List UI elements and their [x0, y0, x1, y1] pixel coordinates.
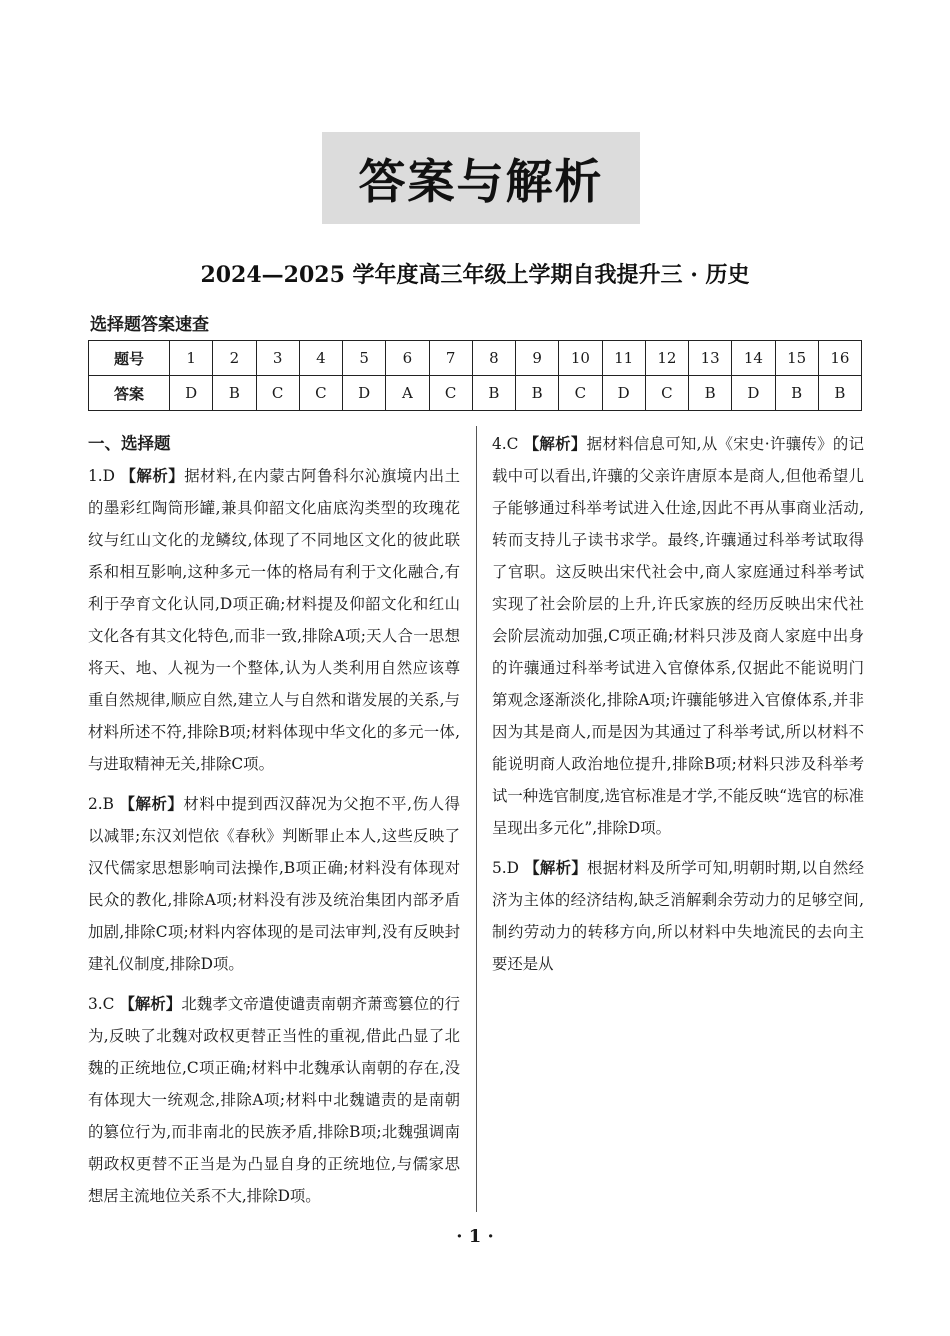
- explanation-item: [88, 788, 460, 980]
- question-number-cell: 5: [343, 341, 386, 376]
- question-number-cell: 7: [429, 341, 472, 376]
- explanation-item: [492, 428, 864, 844]
- document-subtitle: 2024—2025 学年度高三年级上学期自我提升三 · 历史: [200, 262, 750, 288]
- answer-row: [89, 376, 862, 411]
- item-number: 3.C: [88, 995, 115, 1013]
- answer-cell: C: [559, 376, 602, 411]
- analysis-tag: 【解析】: [524, 859, 588, 877]
- answer-cell: B: [775, 376, 818, 411]
- analysis-tag: 【解析】: [119, 795, 184, 813]
- answer-cell: C: [429, 376, 472, 411]
- question-number-cell: 16: [818, 341, 861, 376]
- question-number-cell: 13: [689, 341, 732, 376]
- answer-cell: D: [170, 376, 213, 411]
- question-number-cell: 8: [472, 341, 515, 376]
- question-number-cell: 14: [732, 341, 775, 376]
- question-number-cell: 11: [602, 341, 645, 376]
- answer-cell: C: [645, 376, 688, 411]
- item-number: 2.B: [88, 795, 114, 813]
- question-number-cell: 3: [256, 341, 299, 376]
- explanation-item: [88, 988, 460, 1212]
- row-label-answer: 答案: [89, 376, 170, 411]
- item-text: 北魏孝文帝遣使谴责南朝齐萧鸾篡位的行为,反映了北魏对政权更替正当性的重视,借此凸显了北魏的正统地位,C项正确;材料中北魏承认南朝的存在,没有体现大一统观念,排除A项;材料中北魏谴责的是南朝的篡位行为,而非南北的民族矛盾,排除B项;北魏强调南朝政权更替不正当是为凸显自身的正统地位,与儒家思想居主流地位关系不大,排除D项。: [88, 995, 460, 1205]
- page-number: · 1 ·: [456, 1226, 494, 1247]
- question-number-cell: 10: [559, 341, 602, 376]
- question-number-cell: 2: [213, 341, 256, 376]
- answer-cell: A: [386, 376, 429, 411]
- right-column: [492, 428, 864, 988]
- question-number-cell: 12: [645, 341, 688, 376]
- explanation-item: [88, 460, 460, 780]
- item-number: 5.D: [492, 859, 520, 877]
- answer-cell: B: [213, 376, 256, 411]
- question-number-cell: 6: [386, 341, 429, 376]
- answer-cell: D: [343, 376, 386, 411]
- banner-title: 答案与解析: [358, 154, 604, 210]
- answer-cell: C: [299, 376, 342, 411]
- section-heading: 一、选择题: [88, 434, 171, 453]
- explanation-item: [492, 852, 864, 980]
- column-divider: [476, 426, 477, 1212]
- item-text: 材料中提到西汉薛况为父抱不平,伤人得以减罪;东汉刘恺依《春秋》判断罪止本人,这些反映了汉代儒家思想影响司法操作,B项正确;材料没有体现对民众的教化,排除A项;材料没有涉及统治集团内部矛盾加剧,排除C项;材料内容体现的是司法审判,没有反映封建礼仪制度,排除D项。: [88, 795, 460, 973]
- analysis-tag: 【解析】: [119, 995, 182, 1013]
- answer-cell: B: [516, 376, 559, 411]
- question-number-cell: 9: [516, 341, 559, 376]
- item-number: 1.D: [88, 467, 116, 485]
- row-label-number: 题号: [89, 341, 170, 376]
- answer-cell: B: [689, 376, 732, 411]
- item-text: 据材料信息可知,从《宋史·许骧传》的记载中可以看出,许骧的父亲许唐原本是商人,但他希望儿子能够通过科举考试进入仕途,因此不再从事商业活动,转而支持儿子读书求学。最终,许骧通过科举考试取得了官职。这反映出宋代社会中,商人家庭通过科举考试实现了社会阶层的上升,许氏家族的经历反映出宋代社会阶层流动加强,C项正确;材料只涉及商人家庭中出身的许骧通过科举考试进入官僚体系,仅据此不能说明门第观念逐渐淡化,排除A项;许骧能够进入官僚体系,并非因为其是商人,而是因为其通过了科举考试,所以材料不能说明商人政治地位提升,排除B项;材料只涉及科举考试一种选官制度,选官标准是才学,不能反映“选官的标准呈现出多元化”,排除D项。: [492, 435, 864, 837]
- quick-answer-label: 选择题答案速查: [90, 315, 209, 335]
- answer-cell: D: [602, 376, 645, 411]
- answer-table: [88, 340, 862, 411]
- left-column: [88, 428, 460, 1220]
- question-number-row: [89, 341, 862, 376]
- analysis-tag: 【解析】: [523, 435, 587, 453]
- answer-cell: B: [472, 376, 515, 411]
- analysis-tag: 【解析】: [120, 467, 185, 485]
- answer-cell: B: [818, 376, 861, 411]
- title-banner: [322, 132, 640, 224]
- question-number-cell: 4: [299, 341, 342, 376]
- item-text: 据材料,在内蒙古阿鲁科尔沁旗境内出土的墨彩红陶筒形罐,兼具仰韶文化庙底沟类型的玫瑰花纹与红山文化的龙鳞纹,体现了不同地区文化的彼此联系和相互影响,这种多元一体的格局有利于文化融合,有利于孕育文化认同,D项正确;材料提及仰韶文化和红山文化各有其文化特色,而非一致,排除A项;天人合一思想将天、地、人视为一个整体,认为人类利用自然应该尊重自然规律,顺应自然,建立人与自然和谐发展的关系,与材料所述不符,排除B项;材料体现中华文化的多元一体,与进取精神无关,排除C项。: [88, 467, 460, 773]
- item-text: 根据材料及所学可知,明朝时期,以自然经济为主体的经济结构,缺乏消解剩余劳动力的足够空间,制约劳动力的转移方向,所以材料中失地流民的去向主要还是从: [492, 859, 864, 973]
- question-number-cell: 1: [170, 341, 213, 376]
- answer-cell: C: [256, 376, 299, 411]
- answer-cell: D: [732, 376, 775, 411]
- question-number-cell: 15: [775, 341, 818, 376]
- item-number: 4.C: [492, 435, 519, 453]
